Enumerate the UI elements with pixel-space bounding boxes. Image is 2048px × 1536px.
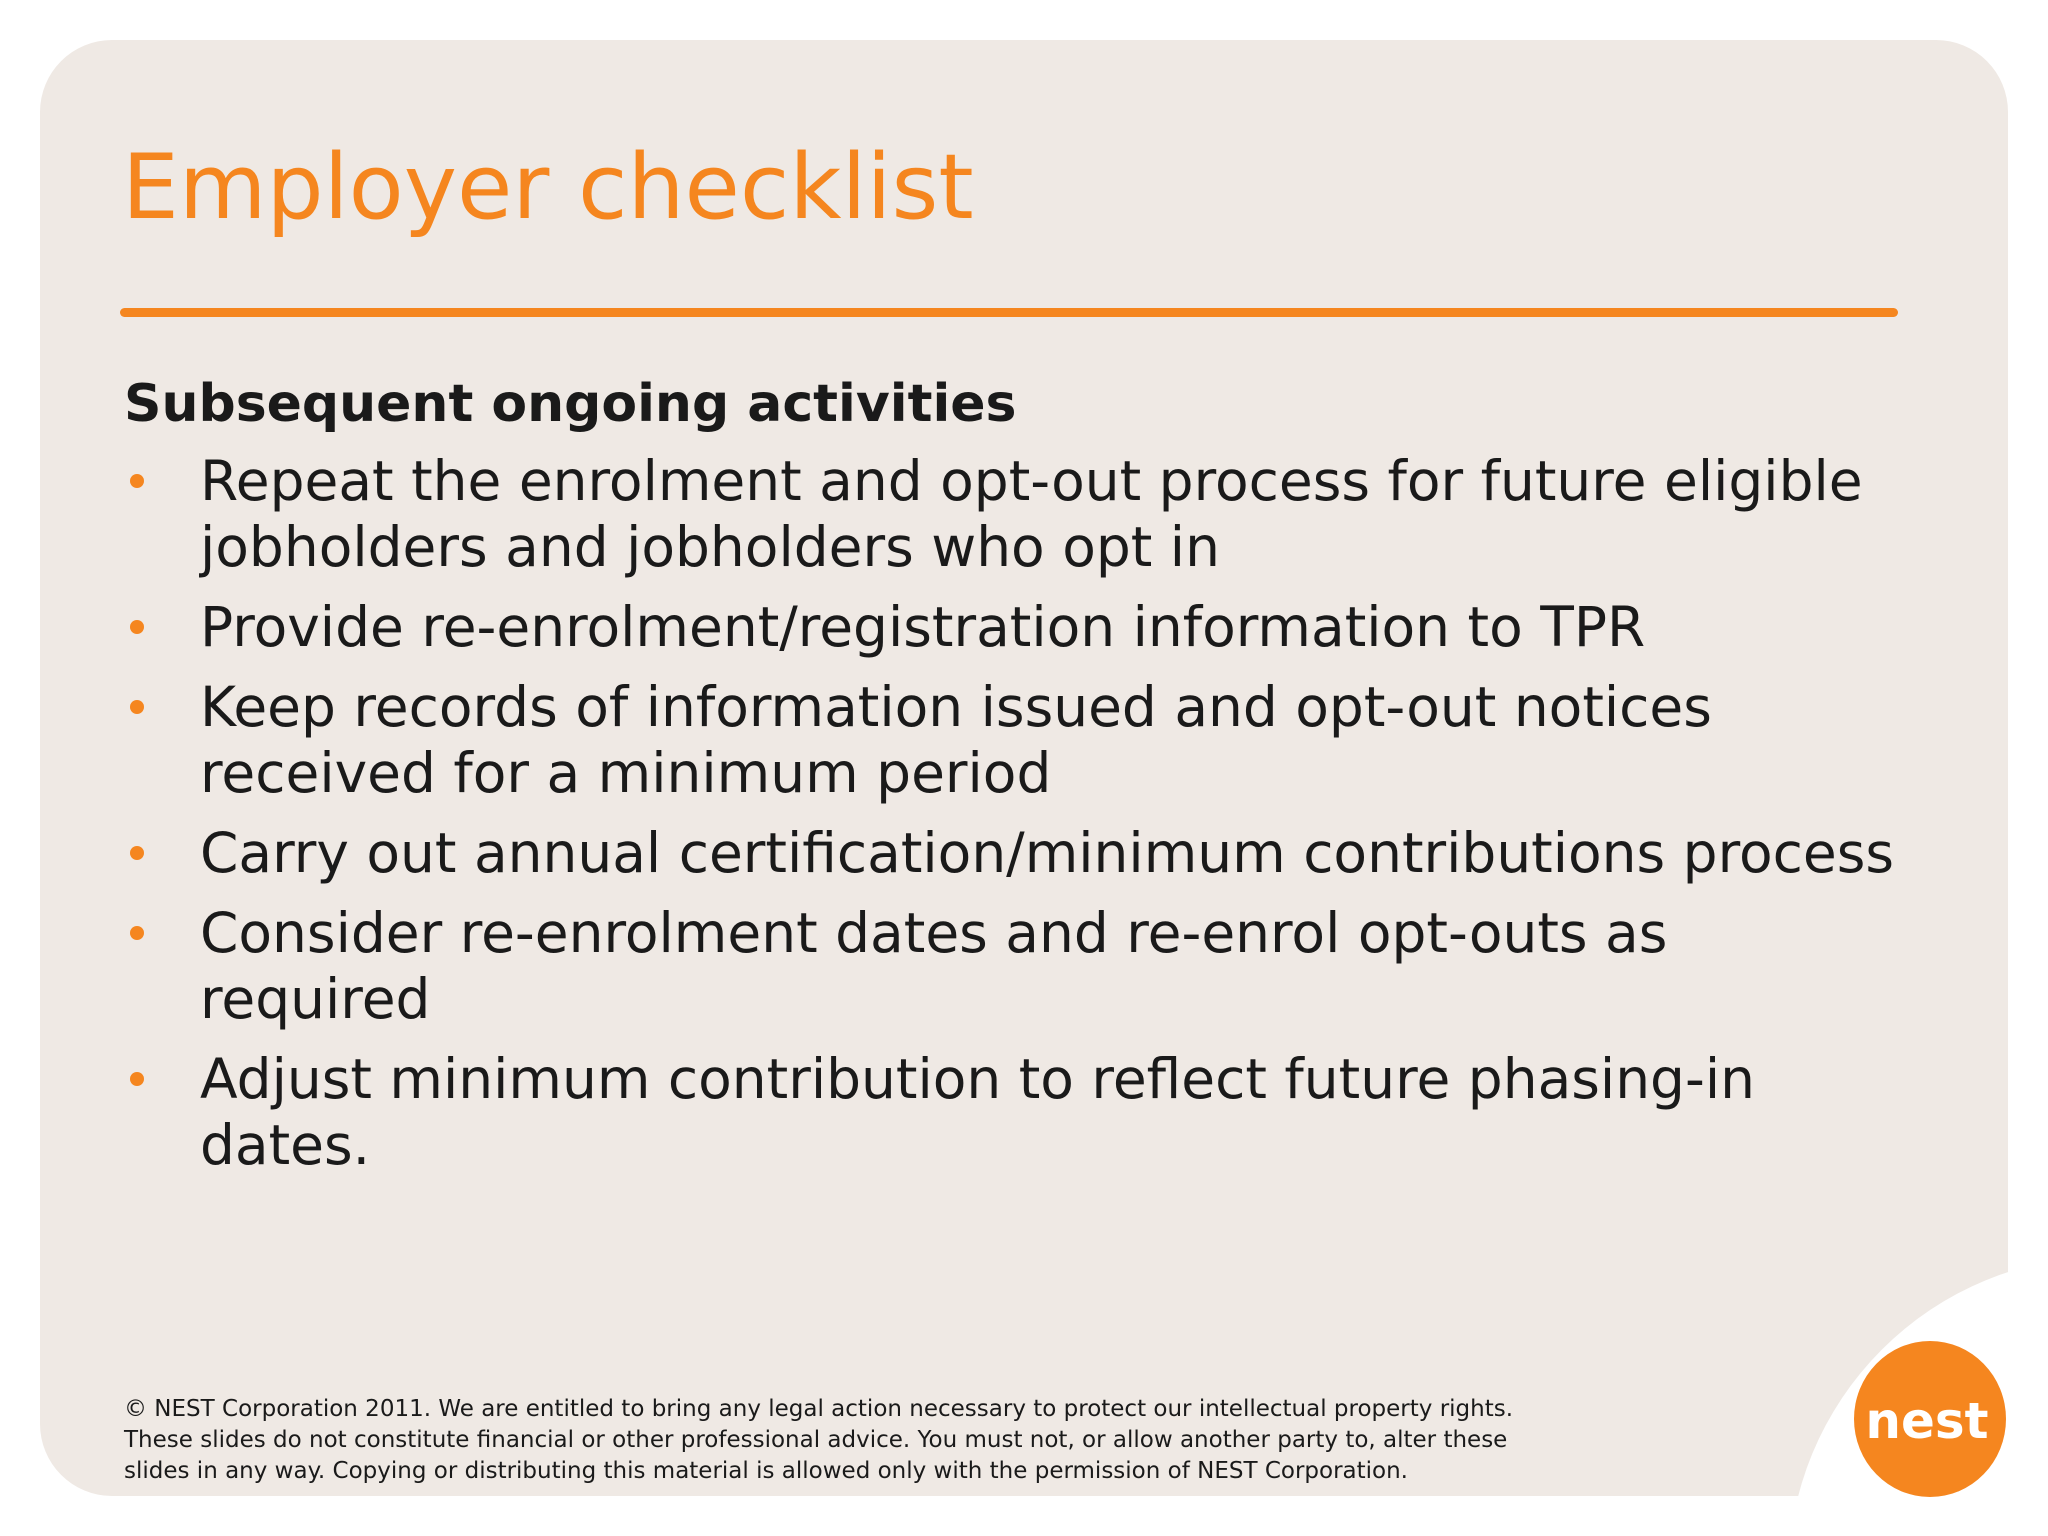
bullet-icon — [130, 700, 144, 714]
list-item — [124, 1046, 1904, 1178]
list-item — [124, 594, 1904, 660]
list-item-text: Adjust minimum contribution to reflect future phasing-in dates. — [200, 1047, 1755, 1177]
bullet-icon — [130, 1072, 144, 1086]
bullet-icon — [130, 926, 144, 940]
list-item-text: Provide re-enrolment/registration information to TPR — [200, 595, 1646, 659]
list-item — [124, 448, 1904, 580]
logo-text: nest — [1865, 1392, 1989, 1450]
list-item-text: Carry out annual certification/minimum contributions process — [200, 821, 1895, 885]
list-item — [124, 674, 1904, 806]
bullet-icon — [130, 620, 144, 634]
section-subheading: Subsequent ongoing activities — [124, 374, 1017, 434]
list-item-text: Keep records of information issued and opt-out notices received for a minimum period — [200, 675, 1712, 805]
bullet-icon — [130, 846, 144, 860]
list-item — [124, 820, 1904, 886]
nest-logo — [1853, 1340, 2007, 1498]
slide-title: Employer checklist — [122, 135, 974, 240]
bullet-icon — [130, 474, 144, 488]
list-item — [124, 900, 1904, 1032]
copyright-footer — [124, 1394, 1624, 1487]
copyright-line: These slides do not constitute financial or other professional advice. You must not, or allow another party to, alter these — [124, 1427, 1508, 1453]
activity-list — [124, 448, 1904, 1192]
copyright-line: © NEST Corporation 2011. We are entitled to bring any legal action necessary to protect our intellectual property rights. — [124, 1396, 1514, 1422]
list-item-text: Consider re-enrolment dates and re-enrol opt-outs as required — [200, 901, 1668, 1031]
copyright-line: slides in any way. Copying or distributing this material is allowed only with the permission of NEST Corporation. — [124, 1458, 1408, 1484]
list-item-text: Repeat the enrolment and opt-out process for future eligible jobholders and jobholders who opt in — [200, 449, 1863, 579]
title-divider — [120, 308, 1898, 317]
